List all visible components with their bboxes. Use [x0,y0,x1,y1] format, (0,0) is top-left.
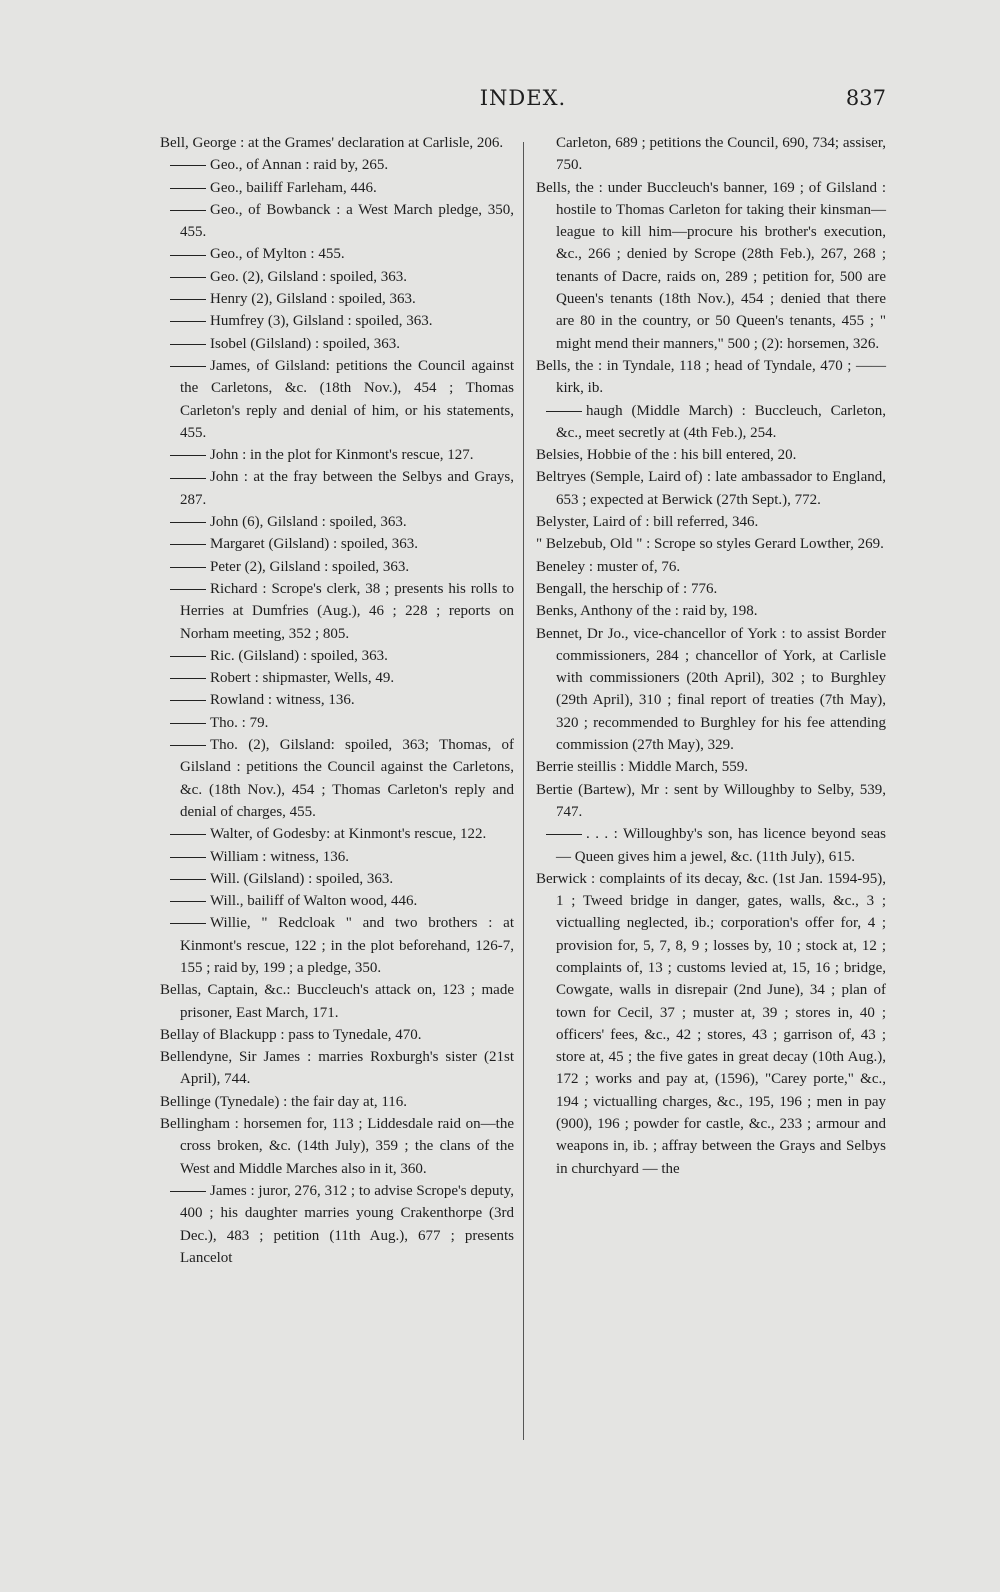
page-title: INDEX. [479,86,567,110]
index-entry [536,556,886,578]
ditto-dash [170,366,206,367]
index-subentry [160,533,514,555]
index-subentry [160,288,514,310]
index-subentry [160,734,514,823]
ditto-dash [170,656,206,657]
entry-text: Richard : Scrope's clerk, 38 ; presents his rolls to Herries at Dumfries (Aug.), 46 ; 228 ; reports on Norham meeting, 352 ; 805. [180,580,514,642]
index-subentry [160,667,514,689]
index-subentry [160,333,514,355]
entry-text: Berwick : complaints of its decay, &c. (1st Jan. 1594-95), 1 ; Tweed bridge in danger, gates, walls, &c., 3 ; victualling neglected, ib.; corporation's offer for, 4 ; provision for, 5, 7, 8, 9 ; losses by, 10 ; stock at, 12 ; complaints of, 13 ; customs levied at, 15, 16 ; bridge, Cowgate, walls in disrepair (2nd June), 34 ; plan of town for Cecil, 37 ; muster at, 39 ; stores in, 40 ; officers' fees, &c., 42 ; stores, 43 ; garrison of, 43 ; store at, 45 ; the five gates in great decay (10th Aug.), 172 ; works and pay at, (1596), "Carey porte," &c., 194 ; victualling charges, &c., 195, 196 ; men in pay (900), 196 ; powder for castle, &c., 233 ; armour and weapons in, ib. ; affray between the Grays and Selbys in churchyard — the [536,870,886,1177]
index-entry [536,623,886,757]
index-entry [160,979,514,1024]
entry-text: Geo., of Bowbanck : a West March pledge, 350, 455. [180,201,514,241]
ditto-dash [546,834,582,835]
ditto-dash [170,455,206,456]
entry-text: James, of Gilsland: petitions the Council against the Carletons, &c. (18th Nov.), 454 ; Thomas Carleton's reply and denial of him, or his statements, 455. [180,357,514,441]
entry-text: Bellendyne, Sir James : marries Roxburgh's sister (21st April), 744. [160,1049,514,1088]
index-entry [160,1091,514,1113]
index-entry [536,177,886,355]
entry-text: James : juror, 276, 312 ; to advise Scrope's deputy, 400 ; his daughter marries young Crakenthorpe (3rd Dec.), 483 ; petition (11th Aug.), 677 ; presents Lancelot [180,1182,514,1266]
column-divider [523,142,524,1440]
entry-text: John : at the fray between the Selbys and Grays, 287. [180,469,514,508]
entry-text: Bells, the : under Buccleuch's banner, 169 ; of Gilsland : hostile to Thomas Carleton for taking their kinsman—league to kill him—procure his brother's execution, &c., 266 ; denied by Scrope (28th Feb.), 267, 268 ; tenants of Dacre, raids on, 289 ; petition for, 500 are Queen's tenants (18th Nov.), 454 ; denied that there are 80 in the country, or 50 Queen's tenants, 455 ; " might mend their manners," 500 ; (2): horsemen, 326. [536,179,886,352]
index-subentry [160,199,514,244]
entry-text: Bells, the : in Tyndale, 118 ; head of Tyndale, 470 ; —— kirk, ib. [536,357,886,397]
ditto-dash [170,188,206,189]
ditto-dash [170,700,206,701]
index-entry [536,868,886,1180]
ditto-dash [170,678,206,679]
entry-text: haugh (Middle March) : Buccleuch, Carleton, &c., meet secretly at (4th Feb.), 254. [556,402,886,441]
entry-text: Beneley : muster of, 76. [536,558,681,575]
entry-text: Bennet, Dr Jo., vice-chancellor of York : to assist Border commissioners, 284 ; chancellor of York, at Carlisle with commissioners (20th April), 302 ; to Burghley (29th April), 310 ; final report of treaties (7th May), 320 ; recommended to Burghley for his fee attending commission (27th May), 329. [536,625,886,754]
index-entry [536,578,886,600]
index-subentry [160,712,514,734]
ditto-dash [170,745,206,746]
index-subentry [160,645,514,667]
ditto-dash [170,1191,206,1192]
entry-text: Tho. (2), Gilsland: spoiled, 363; Thomas, of Gilsland : petitions the Council against the Carletons, &c. (18th Nov.), 454 ; Thomas Carleton's reply and denial of charges, 455. [180,737,514,820]
entry-text: Ric. (Gilsland) : spoiled, 363. [210,647,388,664]
ditto-dash [170,344,206,345]
index-entry [536,533,886,555]
ditto-dash [170,589,206,590]
index-subentry [160,823,514,845]
entry-text: Berrie steillis : Middle March, 559. [536,759,749,776]
entry-text: Bell, George : at the Grames' declaration at Carlisle, 206. [160,135,504,151]
entry-text: Henry (2), Gilsland : spoiled, 363. [210,291,416,308]
entry-text: Bellingham : horsemen for, 113 ; Liddesdale raid on—the cross broken, &c. (14th July), 359 ; the clans of the West and Middle Marches also in it, 360. [160,1116,514,1177]
entry-text: Geo. (2), Gilsland : spoiled, 363. [210,268,408,285]
entry-text: Robert : shipmaster, Wells, 49. [210,670,395,687]
ditto-dash [170,723,206,724]
ditto-dash [170,834,206,835]
index-entry [160,1024,514,1046]
ditto-dash [170,277,206,278]
ditto-dash [170,522,206,523]
entry-text: Bertie (Bartew), Mr : sent by Willoughby to Selby, 539, 747. [536,781,886,820]
ditto-dash [170,255,206,256]
entry-text: Benks, Anthony of the : raid by, 198. [536,603,758,620]
entry-text: Willie, " Redcloak " and two brothers : at Kinmont's rescue, 122 ; in the plot beforehand, 126-7, 155 ; raid by, 199 ; a pledge, 350. [180,915,514,976]
index-entry [536,756,886,778]
entry-text: Bengall, the herschip of : 776. [536,580,718,597]
entry-text: Isobel (Gilsland) : spoiled, 363. [210,335,400,352]
entry-text: Tho. : 79. [210,714,269,731]
entry-text: Geo., bailiff Farleham, 446. [210,179,377,196]
entry-text: Geo., of Annan : raid by, 265. [210,157,389,174]
index-subentry [160,868,514,890]
index-entry [536,466,886,511]
index-entry [536,600,886,622]
index-subentry [160,266,514,288]
index-subentry [160,511,514,533]
ditto-dash [170,544,206,545]
entry-text: Humfrey (3), Gilsland : spoiled, 363. [210,313,433,330]
index-subentry [160,177,514,199]
index-subentry [160,355,514,444]
index-subentry [160,689,514,711]
index-subentry [160,466,514,511]
entry-text: Will., bailiff of Walton wood, 446. [210,893,418,910]
index-entry [160,1046,514,1091]
entry-text: Beltryes (Semple, Laird of) : late ambassador to England, 653 ; expected at Berwick (27th Sept.), 772. [536,469,886,508]
entry-text: " Belzebub, Old " : Scrope so styles Gerard Lowther, 269. [536,536,884,553]
entry-text: Rowland : witness, 136. [210,692,355,709]
index-subentry [160,310,514,332]
ditto-dash [546,411,582,412]
index-entry [536,444,886,466]
index-subentry [160,444,514,466]
index-subentry [160,1180,514,1269]
index-subentry [536,400,886,445]
index-subentry [160,912,514,979]
entry-text: Bellinge (Tynedale) : the fair day at, 116. [160,1093,408,1110]
ditto-dash [170,321,206,322]
ditto-dash [170,165,206,166]
index-subentry [160,578,514,645]
ditto-dash [170,567,206,568]
index-entry [160,1113,514,1180]
entry-text: Bellay of Blackupp : pass to Tynedale, 470. [160,1026,422,1043]
index-subentry [160,556,514,578]
index-subentry [536,823,886,868]
entry-text: Belsies, Hobbie of the : his bill entered, 20. [536,447,797,464]
entry-text: John : in the plot for Kinmont's rescue, 127. [210,447,474,464]
left-column [160,132,514,1269]
ditto-dash [170,901,206,902]
entry-text: John (6), Gilsland : spoiled, 363. [210,514,407,531]
index-subentry [160,846,514,868]
entry-text: Belyster, Laird of : bill referred, 346. [536,514,759,531]
ditto-dash [170,210,206,211]
ditto-dash [170,857,206,858]
entry-text: Carleton, 689 ; petitions the Council, 690, 734; assiser, 750. [556,135,886,174]
entry-text: Walter, of Godesby: at Kinmont's rescue, 122. [210,826,487,843]
ditto-dash [170,879,206,880]
index-entry [536,511,886,533]
entry-text: Geo., of Mylton : 455. [210,246,345,263]
ditto-dash [170,299,206,300]
index-subentry [160,890,514,912]
entry-text: William : witness, 136. [210,848,349,865]
entry-text: . . . : Willoughby's son, has licence beyond seas — Queen gives him a jewel, &c. (11th July), 615. [556,826,886,865]
entry-text: Peter (2), Gilsland : spoiled, 363. [210,558,410,575]
index-subentry [160,243,514,265]
entry-text: Margaret (Gilsland) : spoiled, 363. [210,536,419,553]
running-head [160,86,886,116]
right-column [536,132,886,1180]
index-entry [536,355,886,400]
ditto-dash [170,923,206,924]
ditto-dash [170,478,206,479]
index-entry [536,779,886,824]
index-entry [536,132,886,177]
entry-text: Will. (Gilsland) : spoiled, 363. [210,870,394,887]
page-number: 837 [845,86,886,110]
index-subentry [160,154,514,176]
entry-text: Bellas, Captain, &c.: Buccleuch's attack on, 123 ; made prisoner, East March, 171. [160,982,514,1021]
index-entry [160,132,514,154]
